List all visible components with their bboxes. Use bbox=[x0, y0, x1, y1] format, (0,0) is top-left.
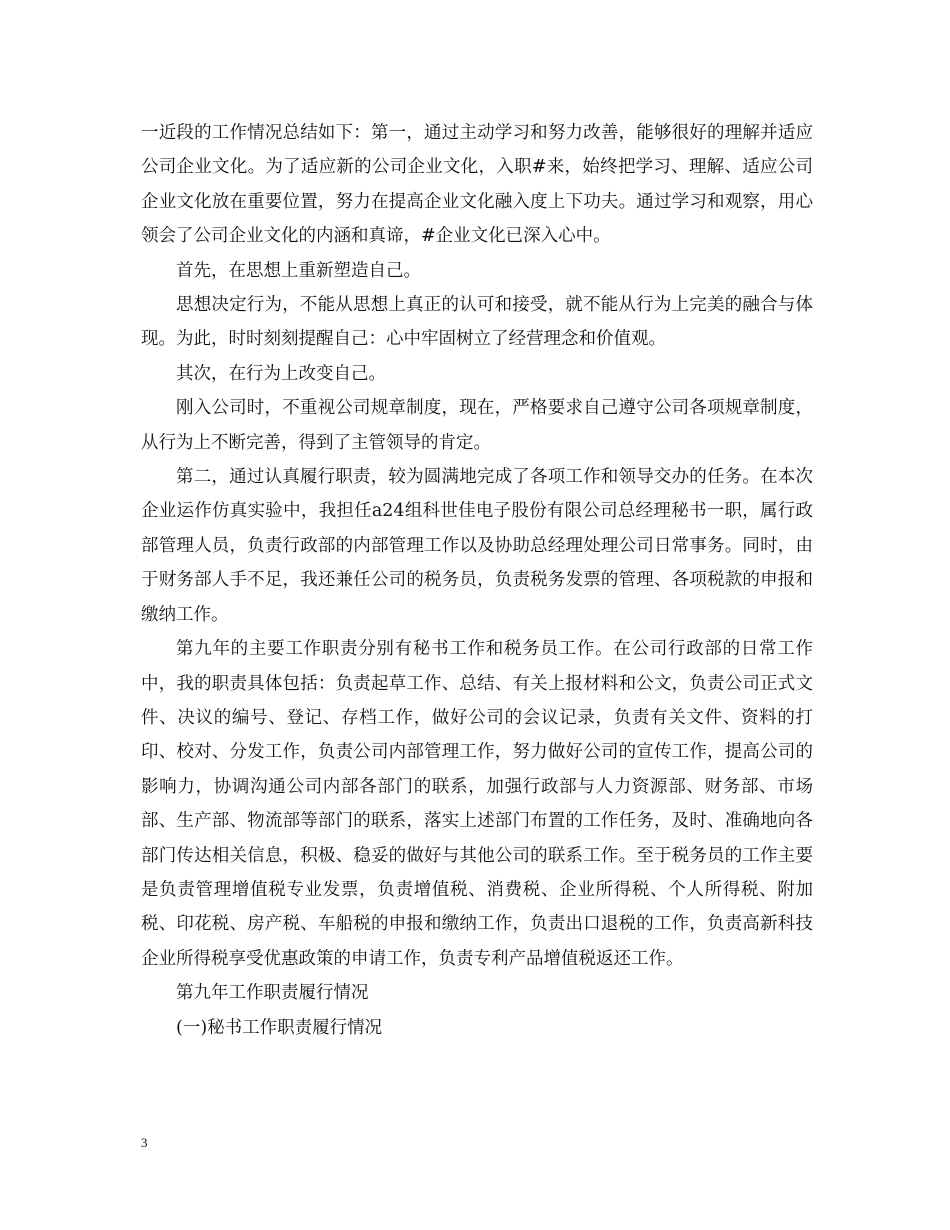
document-body bbox=[141, 116, 813, 1045]
paragraph-second-behavior: 其次，在行为上改变自己。 bbox=[176, 363, 386, 384]
paragraph-thought-behavior: 思想决定行为，不能从思想上真正的认可和接受，就不能从行为上完美的融合与体现。为此，时时刻刻提醒自己：心中牢固树立了经营理念和价值观。 bbox=[141, 295, 813, 350]
paragraph-duties: 第二，通过认真履行职责，较为圆满地完成了各项工作和领导交办的任务。在本次企业运作仿真实验中，我担任a24组科世佳电子股份有限公司总经理秘书一职，属行政部管理人员，负责行政部的内部管理工作以及协助总经理处理公司日常事务。同时，由于财务部人手不足，我还兼任公司的税务员，负责税务发票的管理、各项税款的申报和缴纳工作。 bbox=[141, 467, 813, 625]
subsection-heading-secretary: (一)秘书工作职责履行情况 bbox=[176, 1017, 383, 1038]
paragraph-rules: 刚入公司时，不重视公司规章制度，现在，严格要求自己遵守公司各项规章制度，从行为上不断完善，得到了主管领导的肯定。 bbox=[141, 398, 813, 453]
paragraph-summary-intro: 一近段的工作情况总结如下：第一，通过主动学习和努力改善，能够很好的理解并适应公司企业文化。为了适应新的公司企业文化，入职#来，始终把学习、理解、适应公司企业文化放在重要位置，努力在提高企业文化融入度上下功夫。通过学习和观察，用心领会了公司企业文化的内涵和真谛，#企业文化已深入心中。 bbox=[141, 123, 813, 247]
section-heading-duty-performance: 第九年工作职责履行情况 bbox=[176, 983, 369, 1004]
paragraph-first-thought: 首先，在思想上重新塑造自己。 bbox=[176, 260, 421, 281]
paragraph-ninth-year-duties: 第九年的主要工作职责分别有秘书工作和税务员工作。在公司行政部的日常工作中，我的职责具体包括：负责起草工作、总结、有关上报材料和公文，负责公司正式文件、决议的编号、登记、存档工作，做好公司的会议记录，负责有关文件、资料的打印、校对、分发工作，负责公司内部管理工作，努力做好公司的宣传工作，提高公司的影响力，协调沟通公司内部各部门的联系，加强行政部与人力资源部、财务部、市场部、生产部、物流部等部门的联系，落实上述部门布置的工作任务，及时、准确地向各部门传达相关信息，积极、稳妥的做好与其他公司的联系工作。至于税务员的工作主要是负责管理增值税专业发票，负责增值税、消费税、企业所得税、个人所得税、附加税、印花税、房产税、车船税的申报和缴纳工作，负责出口退税的工作，负责高新科技企业所得税享受优惠政策的申请工作，负责专利产品增值税返还工作。 bbox=[141, 639, 813, 969]
page-number: 3 bbox=[141, 1135, 148, 1150]
